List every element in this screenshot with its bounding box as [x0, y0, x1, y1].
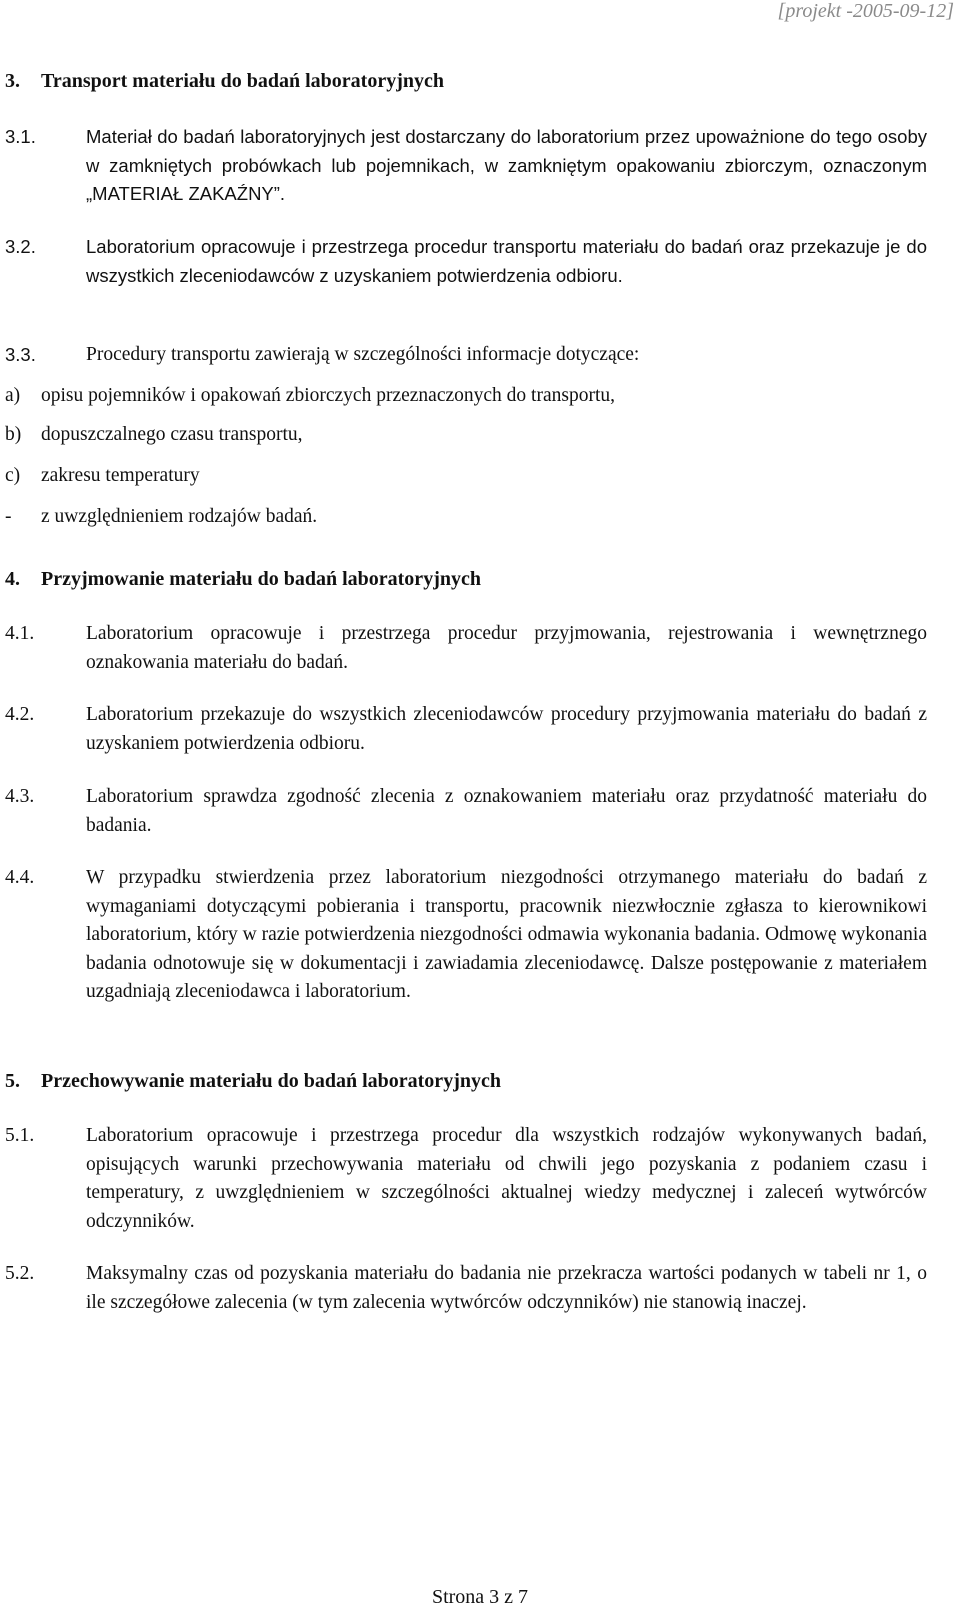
paragraph-4-3: [5, 783, 927, 840]
list-marker: a): [5, 385, 21, 406]
list-text: z uwzględnieniem rodzajów badań.: [41, 506, 318, 527]
paragraph-number: 5.1.: [5, 1125, 35, 1146]
list-marker: -: [5, 506, 12, 527]
paragraph-number: 3.3.: [5, 344, 36, 365]
paragraph-number: 4.3.: [5, 786, 35, 807]
paragraph-text: W przypadku stwierdzenia przez laboratorium niezgodności otrzymanego materiału do badań z wymaganiami dotyczącymi pobierania i transportu, pracownik niezwłocznie zgłasza to kierownikowi laboratorium, który w razie potwierdzenia niezgodności odmawia wykonania badania. Odmowę wykonania badania odnotowuje się w dokumentacji i zawiadamia zleceniodawcę. Dalsze postępowanie z materiałem uzgadniają zleceniodawca i laboratorium.: [86, 867, 927, 1002]
paragraph-text: Laboratorium opracowuje i przestrzega procedur transportu materiału do badań oraz przekazuje je do wszystkich zleceniodawców z uzyskaniem potwierdzenia odbioru.: [86, 236, 927, 286]
section-title: Transport materiału do badań laboratoryjnych: [41, 70, 444, 92]
paragraph-4-2: [5, 701, 927, 758]
paragraph-3-1: [5, 123, 927, 209]
list-item: [5, 462, 927, 490]
list-text: dopuszczalnego czasu transportu,: [41, 424, 303, 445]
paragraph-5-1: [5, 1122, 927, 1236]
paragraph-number: 5.2.: [5, 1263, 35, 1284]
section-5-heading: [5, 1070, 501, 1093]
page-number: Strona 3 z 7: [431, 1586, 529, 1608]
section-4-heading: [5, 568, 481, 591]
paragraph-number: 4.1.: [5, 623, 35, 644]
list-item: [5, 503, 927, 531]
paragraph-text: Procedury transportu zawierają w szczególności informacje dotyczące:: [86, 344, 640, 365]
draft-stamp: [projekt -2005-09-12]: [777, 0, 954, 22]
paragraph-text: Laboratorium przekazuje do wszystkich zleceniodawców procedury przyjmowania materiału do badań z uzyskaniem potwierdzenia odbioru.: [86, 704, 927, 754]
list-marker: c): [5, 465, 21, 486]
list-item: [5, 382, 927, 410]
paragraph-3-2: [5, 233, 927, 290]
paragraph-3-3: [5, 341, 927, 370]
paragraph-number: 3.1.: [5, 126, 36, 147]
section-title: Przyjmowanie materiału do badań laboratoryjnych: [41, 568, 481, 590]
list-text: opisu pojemników i opakowań zbiorczych przeznaczonych do transportu,: [41, 385, 615, 406]
list-item: [5, 421, 927, 449]
paragraph-5-2: [5, 1260, 927, 1317]
section-title: Przechowywanie materiału do badań laboratoryjnych: [41, 1070, 501, 1092]
paragraph-number: 4.4.: [5, 867, 35, 888]
paragraph-4-4: [5, 864, 927, 1007]
paragraph-text: Laboratorium sprawdza zgodność zlecenia z oznakowaniem materiału oraz przydatność materiału do badania.: [86, 786, 927, 836]
paragraph-text: Laboratorium opracowuje i przestrzega procedur dla wszystkich rodzajów wykonywanych badań, opisujących warunki przechowywania materiału od chwili jego pozyskania z podaniem czasu i temperatury, z uwzględnieniem w szczególności aktualnej wiedzy medycznej i zaleceń wytwórców odczynników.: [86, 1125, 927, 1232]
list-marker: b): [5, 424, 22, 445]
paragraph-text: Maksymalny czas od pozyskania materiału do badania nie przekracza wartości podanych w tabeli nr 1, o ile szczegółowe zalecenia (w tym zalecenia wytwórców odczynników) nie stanowią inaczej.: [86, 1263, 927, 1313]
section-3-heading: [5, 70, 444, 93]
paragraph-text: Laboratorium opracowuje i przestrzega procedur przyjmowania, rejestrowania i wewnętrznego oznakowania materiału do badań.: [86, 623, 927, 673]
section-number: 4.: [5, 568, 20, 590]
section-number: 5.: [5, 1070, 20, 1092]
list-text: zakresu temperatury: [41, 465, 200, 486]
section-number: 3.: [5, 70, 20, 92]
paragraph-4-1: [5, 620, 927, 677]
paragraph-text: Materiał do badań laboratoryjnych jest dostarczany do laboratorium przez upoważnione do tego osoby w zamkniętych probówkach lub pojemnikach, w zamkniętym opakowaniu zbiorczym, oznaczonym „MATERIAŁ ZAKAŹNY”.: [86, 126, 927, 204]
paragraph-number: 3.2.: [5, 236, 36, 257]
paragraph-number: 4.2.: [5, 704, 35, 725]
